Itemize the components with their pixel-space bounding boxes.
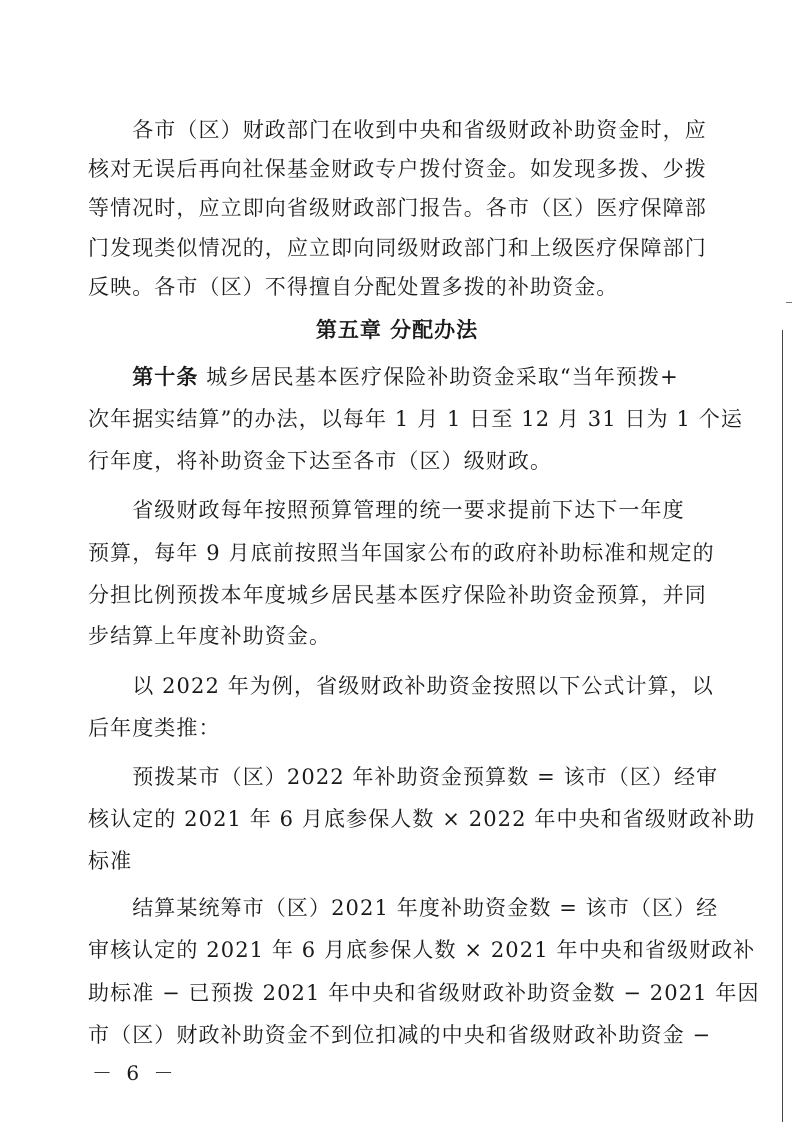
paragraph-4-line-2: 核认定的 2021 年 6 月底参保人数 × 2022 年中央和省级财政补助 bbox=[88, 807, 756, 831]
article-10-text: 城乡居民基本医疗保险补助资金采取“当年预拨+ bbox=[198, 365, 679, 389]
paragraph-1-line-5: 反映。各市（区）不得擅自分配处置多拨的补助资金。 bbox=[88, 275, 619, 299]
paragraph-4-line-1: 预拨某市（区）2022 年补助资金预算数 = 该市（区）经审 bbox=[88, 765, 719, 789]
paragraph-1-line-3: 等情况时，应立即向省级财政部门报告。各市（区）医疗保障部 bbox=[88, 196, 707, 220]
article-10-line-3: 行年度，将补助资金下达至各市（区）级财政。 bbox=[88, 449, 553, 473]
article-10-line-1 bbox=[88, 363, 679, 391]
scan-edge-tick bbox=[786, 302, 792, 303]
article-10-line-2: 次年据实结算”的办法，以每年 1 月 1 日至 12 月 31 日为 1 个运 bbox=[88, 407, 743, 431]
paragraph-5-line-1: 结算某统筹市（区）2021 年度补助资金数 = 该市（区）经 bbox=[88, 896, 719, 920]
paragraph-1-line-4: 门发现类似情况的，应立即向同级财政部门和上级医疗保障部门 bbox=[88, 236, 707, 260]
paragraph-3-line-1: 以 2022 年为例，省级财政补助资金按照以下公式计算，以 bbox=[88, 674, 714, 698]
paragraph-4-line-3: 标准 bbox=[88, 849, 133, 873]
scan-edge-line bbox=[782, 330, 783, 1122]
paragraph-5-line-2: 审核认定的 2021 年 6 月底参保人数 × 2021 年中央和省级财政补 bbox=[88, 938, 756, 962]
paragraph-2-line-3: 分担比例预拨本年度城乡居民基本医疗保险补助资金预算，并同 bbox=[88, 583, 707, 607]
paragraph-2-line-4: 步结算上年度补助资金。 bbox=[88, 624, 332, 648]
article-10-label: 第十条 bbox=[132, 365, 199, 389]
paragraph-1-line-1: 各市（区）财政部门在收到中央和省级财政补助资金时，应 bbox=[88, 118, 707, 142]
paragraph-5-line-3: 助标准 − 已预拨 2021 年中央和省级财政补助资金数 − 2021 年因 bbox=[88, 981, 760, 1005]
paragraph-3-line-2: 后年度类推： bbox=[88, 716, 221, 740]
chapter-title: 第五章 分配办法 bbox=[315, 318, 479, 342]
page-number: － 6 － bbox=[92, 1061, 178, 1085]
paragraph-5-line-4: 市（区）财政补助资金不到位扣减的中央和省级财政补助资金 − bbox=[88, 1023, 712, 1047]
paragraph-1-line-2: 核对无误后再向社保基金财政专户拨付资金。如发现多拨、少拨 bbox=[88, 157, 707, 181]
paragraph-2-line-1: 省级财政每年按照预算管理的统一要求提前下达下一年度 bbox=[88, 498, 685, 522]
paragraph-2-line-2: 预算，每年 9 月底前按照当年国家公布的政府补助标准和规定的 bbox=[88, 541, 715, 565]
